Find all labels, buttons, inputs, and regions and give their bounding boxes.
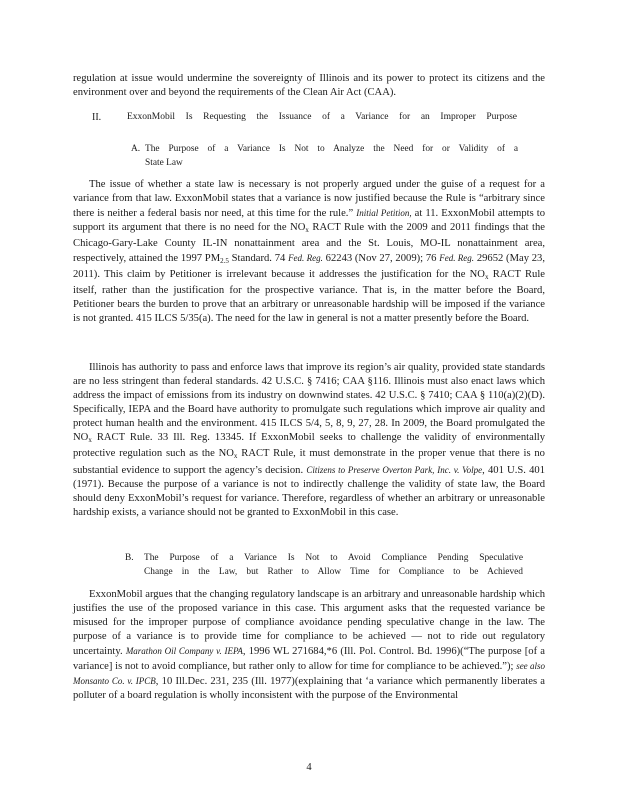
subsection-title-line2: State Law bbox=[145, 157, 183, 168]
continuation-paragraph: regulation at issue would undermine the sovereignty of Illinois and its power to protect its citizens and the environment over and beyond the requirements of the Clean Air Act (CAA). bbox=[73, 73, 545, 99]
page-number: 4 bbox=[306, 762, 312, 773]
paragraph-variance-necessity: The issue of whether a state law is necessary is not properly argued under the guise of a request for a variance from that law. ExxonMobil states that a variance is now justified because the Rule is “arbitrary since there is neither a federal basis nor need, at this time for the rule.” Initial Petition, at 11. ExxonMobil attempts to support its argument that there is no need for the $NO_x$ RACT Rule with the 2009 and 2011 findings that the Chicago-Gary-Lake County IL-IN nonattainment area and the St. Louis, MO-IL nonattainment area, respectively, attained the 1997 $PM_{2.5}$ Standard. 74 Fed. Reg. 62243 (Nov 27, 2009); 76 Fed. Reg. 29652 (May 23, 2011). This claim by Petitioner is irrelevant because it addresses the justification for the $NO_x$ RACT Rule itself, rather than the justification for the prospective variance. That is, in the matter before the Board, Petitioner bears the burden to prove that an arbitrary or unreasonable hardship will be imposed if the variance is not granted. 415 ILCS 5/35(a). The need for the law in general is not a matter presently before the Board. bbox=[73, 179, 546, 325]
citation: Fed. Reg. bbox=[439, 253, 475, 264]
citation: Citizens to Preserve Overton Park, Inc. v. Volpe bbox=[306, 465, 483, 476]
citation: Marathon Oil Company v. IEPA bbox=[125, 646, 243, 657]
subsection-label: B. bbox=[125, 553, 134, 563]
subsection-heading-a bbox=[131, 143, 518, 170]
citation: Fed. Reg. bbox=[288, 253, 323, 264]
subsection-label: A. bbox=[131, 144, 141, 154]
citation: see also Monsanto Co. v. IPCB bbox=[73, 661, 546, 687]
subsection-heading-b bbox=[125, 552, 523, 579]
paragraph-regulatory-landscape: ExxonMobil argues that the changing regulatory landscape is an arbitrary and unreasonable hardship which justifies the use of the proposed variance in this case. This argument asks that the requested variance be misused for the improper purpose of compliance avoidance pending speculative change in the law. The purpose of a variance is to provide time for compliance to be achieved — not to ride out regulatory uncertainty. Marathon Oil Company v. IEPA, 1996 WL 271684,*6 (Ill. Pol. Control. Bd. 1996)(“The purpose [of a variance] is not to avoid compliance, but rather only to allow for time for compliance to be achieved.”); see also Monsanto Co. v. IPCB, 10 Ill.Dec. 231, 235 (Ill. 1977)(explaining that ‘a variance which permanently liberates a polluter of a board regulation is wholly inconsistent with the purpose of the Environmental bbox=[73, 589, 546, 702]
subsection-title-line1: The Purpose of a Variance Is Not to Avoid Compliance Pending Speculative bbox=[144, 553, 523, 563]
section-number: II. bbox=[92, 112, 102, 123]
subsection-title-line1: The Purpose of a Variance Is Not to Analyze the Need for or Validity of a bbox=[145, 144, 518, 154]
subsection-title-line2: Change in the Law, but Rather to Allow Time for Compliance to be Achieved bbox=[144, 566, 523, 577]
citation: Initial Petition, bbox=[356, 208, 412, 219]
section-title: ExxonMobil Is Requesting the Issuance of a Variance for an Improper Purpose bbox=[127, 112, 517, 122]
paragraph-illinois-authority: Illinois has authority to pass and enforce laws that improve its region’s air quality, provided state standards are no less stringent than federal standards. 42 U.S.C. § 7416; CAA §116. Illinois must also enact laws which address the impact of emissions from its industry on downwind states. 42 U.S.C. § 7410; CAA § 110(a)(2)(D). Specifically, IEPA and the Board have authority to promulgate such regulations which improve air quality and protect human health and the environment. 415 ILCS 5/4, 5, 8, 9, 27, 28. In 2009, the Board promulgated the $NO_x$ RACT Rule. 33 Ill. Reg. 13345. If ExxonMobil seeks to challenge the validity of environmentally protective regulation such as the $NO_x$ RACT Rule, it must demonstrate in the proper venue that there is no substantial evidence to support the agency’s decision. Citizens to Preserve Overton Park, Inc. v. Volpe, 401 U.S. 401 (1971). Because the purpose of a variance is not to indirectly challenge the validity of state law, the Board should deny ExxonMobil’s request for variance. Therefore, regardless of whether an arbitrary or unreasonable hardship exists, a variance should not be granted to ExxonMobil in this case. bbox=[73, 362, 546, 519]
